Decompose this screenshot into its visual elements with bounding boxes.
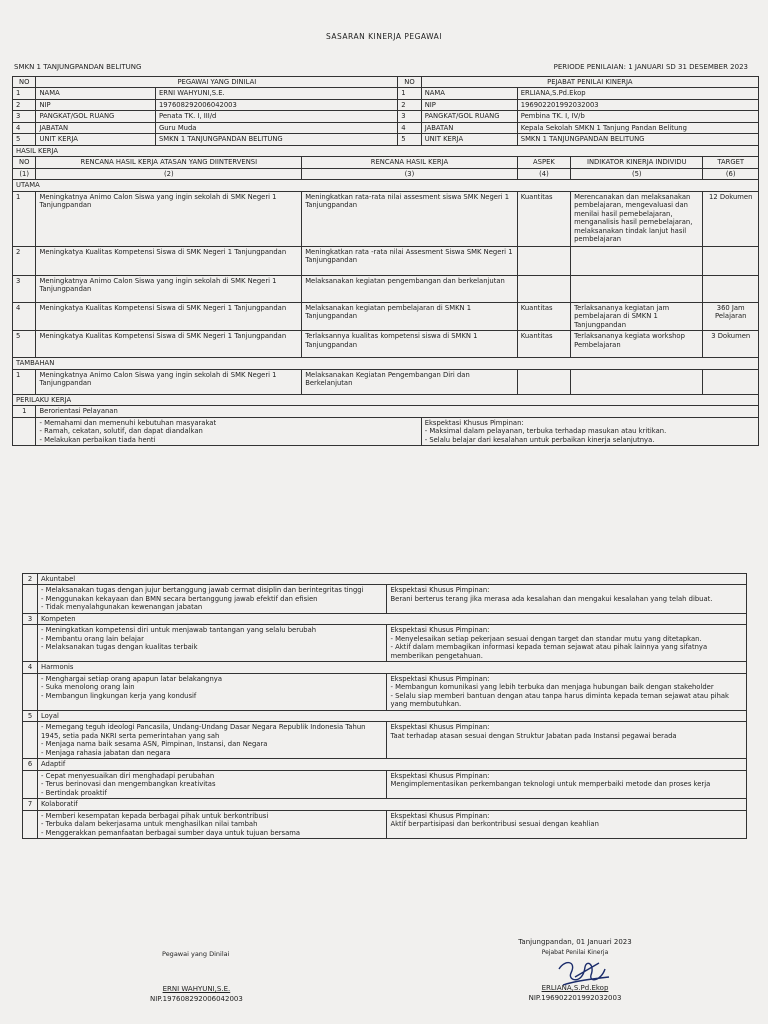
perilaku-detail-row — [23, 810, 747, 838]
perilaku-kerja-table — [22, 573, 747, 839]
signature-right-name: ERLIANA,S.Pd.Ekop — [541, 984, 609, 992]
pejabat-value: SMKN 1 TANJUNGPANDAN BELITUNG — [517, 134, 758, 145]
aspek — [517, 246, 570, 275]
col-number: (4) — [517, 168, 570, 179]
row-no: 4 — [13, 302, 36, 330]
col-number: (6) — [703, 168, 759, 179]
perilaku-point: - Tidak menyalahgunakan kewenangan jabatan — [40, 603, 203, 612]
hasil-kerja-row — [13, 246, 759, 275]
section-hasil-kerja: HASIL KERJA — [13, 145, 759, 156]
ekspektasi-label: Ekspektasi Khusus Pimpinan: — [390, 771, 490, 780]
rencana-hasil: Melaksanakan Kegiatan Pengembangan Diri dan Berkelanjutan — [302, 369, 518, 394]
pejabat-value: Pembina TK. I, IV/b — [517, 111, 758, 122]
perilaku-no: 1 — [13, 406, 36, 417]
hasil-kerja-row — [13, 191, 759, 246]
col-no: NO — [398, 77, 421, 88]
identity-row — [13, 88, 759, 99]
col-no: NO — [13, 157, 36, 168]
identity-header-row — [13, 77, 759, 88]
ekspektasi-item: Berani berterus terang jika merasa ada kesalahan dan mengakui kesalahan yang telah dibuat. — [390, 594, 713, 603]
indikator — [571, 369, 703, 394]
pejabat-label: JABATAN — [421, 122, 517, 133]
aspek: Kuantitas — [517, 191, 570, 246]
ekspektasi-label: Ekspektasi Khusus Pimpinan: — [390, 586, 490, 595]
document-title: SASARAN KINERJA PEGAWAI — [325, 32, 443, 41]
perilaku-point: - Melaksanakan tugas dengan kualitas terbaik — [40, 643, 198, 652]
section-row — [13, 358, 759, 369]
aspek — [517, 369, 570, 394]
pegawai-no: 4 — [13, 122, 36, 133]
perilaku-no: 7 — [23, 799, 38, 810]
perilaku-point: - Cepat menyesuaikan diri menghadapi perubahan — [40, 771, 215, 780]
aspek: Kuantitas — [517, 331, 570, 358]
ekspektasi-item: - Maksimal dalam pelayanan, terbuka terhadap masukan atau kritikan. — [424, 427, 667, 436]
col-no: NO — [13, 77, 36, 88]
pegawai-value: SMKN 1 TANJUNGPANDAN BELITUNG — [155, 134, 397, 145]
atasan-target: Meningkatnya Animo Calon Siswa yang ingin sekolah di SMK Negeri 1 Tanjungpandan — [36, 369, 302, 394]
pegawai-label: JABATAN — [36, 122, 156, 133]
ekspektasi-label: Ekspektasi Khusus Pimpinan: — [390, 626, 490, 635]
section-tambahan: TAMBAHAN — [13, 358, 759, 369]
perilaku-point: - Meningkatkan kompetensi diri untuk menjawab tantangan yang selalu berubah — [40, 626, 317, 635]
perilaku-name: Loyal — [37, 710, 746, 721]
perilaku-point: - Membantu orang lain belajar — [40, 634, 144, 643]
perilaku-blank — [13, 417, 36, 445]
ekspektasi-label: Ekspektasi Khusus Pimpinan: — [390, 723, 490, 732]
perilaku-point: - Menjaga nama baik sesama ASN, Pimpinan, Instansi, dan Negara — [40, 740, 268, 749]
indikator — [571, 246, 703, 275]
atasan-target: Meningkatya Kualitas Kompetensi Siswa di SMK Negeri 1 Tanjungpandan — [36, 331, 302, 358]
ekspektasi-item: Aktif berpartisipasi dan berkontribusi sesuai dengan keahlian — [390, 820, 599, 829]
row-no: 1 — [13, 191, 36, 246]
perilaku-blank — [23, 625, 38, 662]
perilaku-ekspektasi — [421, 417, 758, 445]
pegawai-value: ERNI WAHYUNI,S.E. — [155, 88, 397, 99]
perilaku-point: - Suka menolong orang lain — [40, 683, 135, 692]
perilaku-point: - Ramah, cekatan, solutif, dan dapat diandalkan — [39, 427, 203, 436]
perilaku-ekspektasi — [387, 673, 747, 710]
pegawai-value: Guru Muda — [155, 122, 397, 133]
col-aspek: ASPEK — [517, 157, 570, 168]
perilaku-point: - Memegang teguh ideologi Pancasila, Undang-Undang Dasar Negara Republik Indonesia Tahun 1945, setia pada NKRI serta pemerintahan yang sah — [40, 723, 366, 740]
row-no: 5 — [13, 331, 36, 358]
pegawai-no: 5 — [13, 134, 36, 145]
perilaku-point: - Melaksanakan tugas dengan jujur bertanggung jawab cermat disiplin dan berintegritas tinggi — [40, 586, 364, 595]
pegawai-label: NIP — [36, 99, 156, 110]
ekspektasi-item: - Menyelesaikan setiap pekerjaan sesuai dengan target dan standar mutu yang ditetapkan. — [390, 634, 702, 643]
assessment-period: PERIODE PENILAIAN: 1 JANUARI SD 31 DESEMBER 2023 — [553, 63, 748, 71]
ekspektasi-item: Mengimplementasikan perkembangan teknologi untuk memperbaiki metode dan proses kerja — [390, 780, 711, 789]
ekspektasi-label: Ekspektasi Khusus Pimpinan: — [390, 811, 490, 820]
pegawai-header: PEGAWAI YANG DINILAI — [36, 77, 398, 88]
section-row — [13, 145, 759, 156]
pegawai-no: 2 — [13, 99, 36, 110]
perilaku-ekspektasi — [387, 625, 747, 662]
pejabat-label: NIP — [421, 99, 517, 110]
hasil-kerja-row — [13, 369, 759, 394]
column-number-row — [13, 168, 759, 179]
pejabat-value: ERLIANA,S.Pd.Ekop — [517, 88, 758, 99]
perilaku-points — [37, 625, 386, 662]
perilaku-no: 4 — [23, 662, 38, 673]
target: 12 Dokumen — [703, 191, 759, 246]
indikator: Terlaksananya kegiatan jam pembelajaran di SMKN 1 Tanjungpandan — [571, 302, 703, 330]
pejabat-label: UNIT KERJA — [421, 134, 517, 145]
ekspektasi-item: - Aktif dalam membagikan informasi kepada teman sejawat atau pihak lainnya yang sifatnya memberikan pengetahuan. — [390, 643, 708, 660]
column-header-row — [13, 157, 759, 168]
pegawai-label: UNIT KERJA — [36, 134, 156, 145]
ekspektasi-item: - Selalu belajar dari kesalahan untuk perbaikan kinerja selanjutnya. — [424, 435, 655, 444]
perilaku-no: 6 — [23, 759, 38, 770]
col-atasan: RENCANA HASIL KERJA ATASAN YANG DIINTERVENSI — [36, 157, 302, 168]
perilaku-ekspektasi — [387, 722, 747, 759]
perilaku-point: - Memahami dan memenuhi kebutuhan masyarakat — [39, 418, 217, 427]
perilaku-title-row — [23, 574, 747, 585]
perilaku-detail-row — [23, 770, 747, 798]
section-perilaku: PERILAKU KERJA — [13, 394, 759, 405]
pejabat-no: 4 — [398, 122, 421, 133]
hasil-kerja-row — [13, 302, 759, 330]
row-no: 2 — [13, 246, 36, 275]
perilaku-title-row — [13, 406, 759, 417]
perilaku-detail-row — [13, 417, 759, 445]
col-indikator: INDIKATOR KINERJA INDIVIDU — [571, 157, 703, 168]
pejabat-no: 2 — [398, 99, 421, 110]
signature-left-block — [150, 984, 243, 1004]
perilaku-detail-row — [23, 585, 747, 613]
col-number: (1) — [13, 168, 36, 179]
signature-left-name: ERNI WAHYUNI,S.E. — [162, 985, 231, 993]
pegawai-label: PANGKAT/GOL RUANG — [36, 111, 156, 122]
ekspektasi-label: Ekspektasi Khusus Pimpinan: — [390, 674, 490, 683]
pegawai-value: 197608292006042003 — [155, 99, 397, 110]
perilaku-no: 3 — [23, 613, 38, 624]
pejabat-no: 5 — [398, 134, 421, 145]
pejabat-value: Kepala Sekolah SMKN 1 Tanjung Pandan Belitung — [517, 122, 758, 133]
atasan-target: Meningkatya Kualitas Kompetensi Siswa di SMK Negeri 1 Tanjungpandan — [36, 246, 302, 275]
rencana-hasil: Meningkatkan rata -rata nilai Assesment Siswa SMK Negeri 1 Tanjungpandan — [302, 246, 518, 275]
perilaku-title-row — [23, 662, 747, 673]
perilaku-point: - Terus berinovasi dan mengembangkan kreativitas — [40, 780, 216, 789]
signature-right-header — [505, 937, 645, 957]
ekspektasi-label: Ekspektasi Khusus Pimpinan: — [424, 418, 524, 427]
pejabat-value: 196902201992032003 — [517, 99, 758, 110]
perilaku-points — [37, 770, 386, 798]
perilaku-blank — [23, 770, 38, 798]
perilaku-point: - Menggerakkan pemanfaatan berbagai sumber daya untuk tujuan bersama — [40, 828, 301, 837]
section-row — [13, 180, 759, 191]
pegawai-value: Penata TK. I, III/d — [155, 111, 397, 122]
perilaku-title-row — [23, 799, 747, 810]
perilaku-title-row — [23, 759, 747, 770]
perilaku-points — [37, 673, 386, 710]
target: 3 Dokumen — [703, 331, 759, 358]
signature-right-nip: NIP.196902201992032003 — [528, 994, 622, 1003]
col-rencana: RENCANA HASIL KERJA — [302, 157, 518, 168]
perilaku-blank — [23, 673, 38, 710]
atasan-target: Meningkatnya Animo Calon Siswa yang ingin sekolah di SMK Negeri 1 Tanjungpandan — [36, 191, 302, 246]
ekspektasi-item: - Membangun komunikasi yang lebih terbuka dan menjaga hubungan baik dengan stakeholder — [390, 683, 714, 692]
col-number: (5) — [571, 168, 703, 179]
pejabat-header: PEJABAT PENILAI KINERJA — [421, 77, 758, 88]
pejabat-label: NAMA — [421, 88, 517, 99]
signature-left-title: Pegawai yang Dinilai — [162, 950, 230, 958]
perilaku-points — [36, 417, 421, 445]
perilaku-name: Kolaboratif — [37, 799, 746, 810]
perilaku-ekspektasi — [387, 770, 747, 798]
pegawai-no: 3 — [13, 111, 36, 122]
perilaku-point: - Membangun lingkungan kerja yang kondusif — [40, 691, 197, 700]
target: 360 Jam Pelajaran — [703, 302, 759, 330]
row-no: 1 — [13, 369, 36, 394]
ekspektasi-item: - Selalu siap memberi bantuan dengan atau tanpa harus diminta kepada teman sejawat atau pihak yang membutuhkan. — [390, 691, 729, 709]
ekspektasi-item: Taat terhadap atasan sesuai dengan Struktur Jabatan pada Instansi pegawai berada — [390, 731, 677, 740]
identity-row — [13, 134, 759, 145]
perilaku-points — [37, 585, 386, 613]
perilaku-detail-row — [23, 673, 747, 710]
perilaku-blank — [23, 585, 38, 613]
perilaku-title-row — [23, 710, 747, 721]
rencana-hasil: Melaksanakan kegiatan pengembangan dan berkelanjutan — [302, 275, 518, 302]
section-utama: UTAMA — [13, 180, 759, 191]
section-row — [13, 394, 759, 405]
perilaku-ekspektasi — [387, 585, 747, 613]
perilaku-points — [37, 810, 386, 838]
row-no: 3 — [13, 275, 36, 302]
perilaku-no: 5 — [23, 710, 38, 721]
pejabat-no: 3 — [398, 111, 421, 122]
rencana-hasil: Melaksanakan kegiatan pembelajaran di SMKN 1 Tanjungpandan — [302, 302, 518, 330]
col-number: (3) — [302, 168, 518, 179]
perilaku-name: Harmonis — [37, 662, 746, 673]
pejabat-no: 1 — [398, 88, 421, 99]
rencana-hasil: Meningkatkan rata-rata nilai assesment siswa SMK Negeri 1 Tanjungpandan — [302, 191, 518, 246]
perilaku-blank — [23, 810, 38, 838]
perilaku-name: Berorientasi Pelayanan — [36, 406, 759, 417]
identity-row — [13, 111, 759, 122]
perilaku-no: 2 — [23, 574, 38, 585]
organization-name: SMKN 1 TANJUNGPANDAN BELITUNG — [14, 63, 142, 71]
atasan-target: Meningkatya Kualitas Kompetensi Siswa di SMK Negeri 1 Tanjungpandan — [36, 302, 302, 330]
perilaku-point: - Menghargai setiap orang apapun latar belakangnya — [40, 674, 222, 683]
identity-row — [13, 122, 759, 133]
pejabat-label: PANGKAT/GOL RUANG — [421, 111, 517, 122]
signature-right-block — [500, 983, 650, 1003]
indikator — [571, 275, 703, 302]
pegawai-no: 1 — [13, 88, 36, 99]
perilaku-point: - Melakukan perbaikan tiada henti — [39, 435, 156, 444]
perilaku-ekspektasi — [387, 810, 747, 838]
signature-right-title: Pejabat Penilai Kinerja — [541, 948, 609, 956]
perilaku-blank — [23, 722, 38, 759]
col-number: (2) — [36, 168, 302, 179]
aspek — [517, 275, 570, 302]
target — [703, 246, 759, 275]
atasan-target: Meningkatnya Animo Calon Siswa yang ingin sekolah di SMK Negeri 1 Tanjungpandan — [36, 275, 302, 302]
identity-row — [13, 99, 759, 110]
hasil-kerja-row — [13, 331, 759, 358]
perilaku-detail-row — [23, 625, 747, 662]
indikator: Merencanakan dan melaksanakan pembelajaran, mengevaluasi dan menilai hasil pemebelajaran, menganalisis hasil pemebelajaran, melaksanakan tindak lanjut hasil pembelajaran — [571, 191, 703, 246]
pegawai-label: NAMA — [36, 88, 156, 99]
signature-place-date: Tanjungpandan, 01 Januari 2023 — [518, 938, 632, 946]
target — [703, 369, 759, 394]
indikator: Terlaksananya kegiata workshop Pembelajaran — [571, 331, 703, 358]
perilaku-point: - Memberi kesempatan kepada berbagai pihak untuk berkontribusi — [40, 811, 269, 820]
perilaku-name: Akuntabel — [37, 574, 746, 585]
perilaku-title-row — [23, 613, 747, 624]
perilaku-point: - Terbuka dalam bekerjasama untuk menghasilkan nilai tambah — [40, 820, 258, 829]
rencana-hasil: Terlaksannya kualitas kompetensi siswa di SMKN 1 Tanjungpandan — [302, 331, 518, 358]
target — [703, 275, 759, 302]
perilaku-name: Kompeten — [37, 613, 746, 624]
aspek: Kuantitas — [517, 302, 570, 330]
perilaku-point: - Menggunakan kekayaan dan BMN secara bertanggung jawab efektif dan efisien — [40, 594, 318, 603]
perilaku-name: Adaptif — [37, 759, 746, 770]
perilaku-detail-row — [23, 722, 747, 759]
perilaku-points — [37, 722, 386, 759]
perilaku-point: - Menjaga rahasia jabatan dan negara — [40, 748, 171, 757]
signature-left-nip: NIP.197608292006042003 — [150, 995, 243, 1004]
perilaku-point: - Bertindak proaktif — [40, 788, 107, 797]
col-target: TARGET — [703, 157, 759, 168]
skp-main-table — [12, 76, 759, 446]
hasil-kerja-row — [13, 275, 759, 302]
